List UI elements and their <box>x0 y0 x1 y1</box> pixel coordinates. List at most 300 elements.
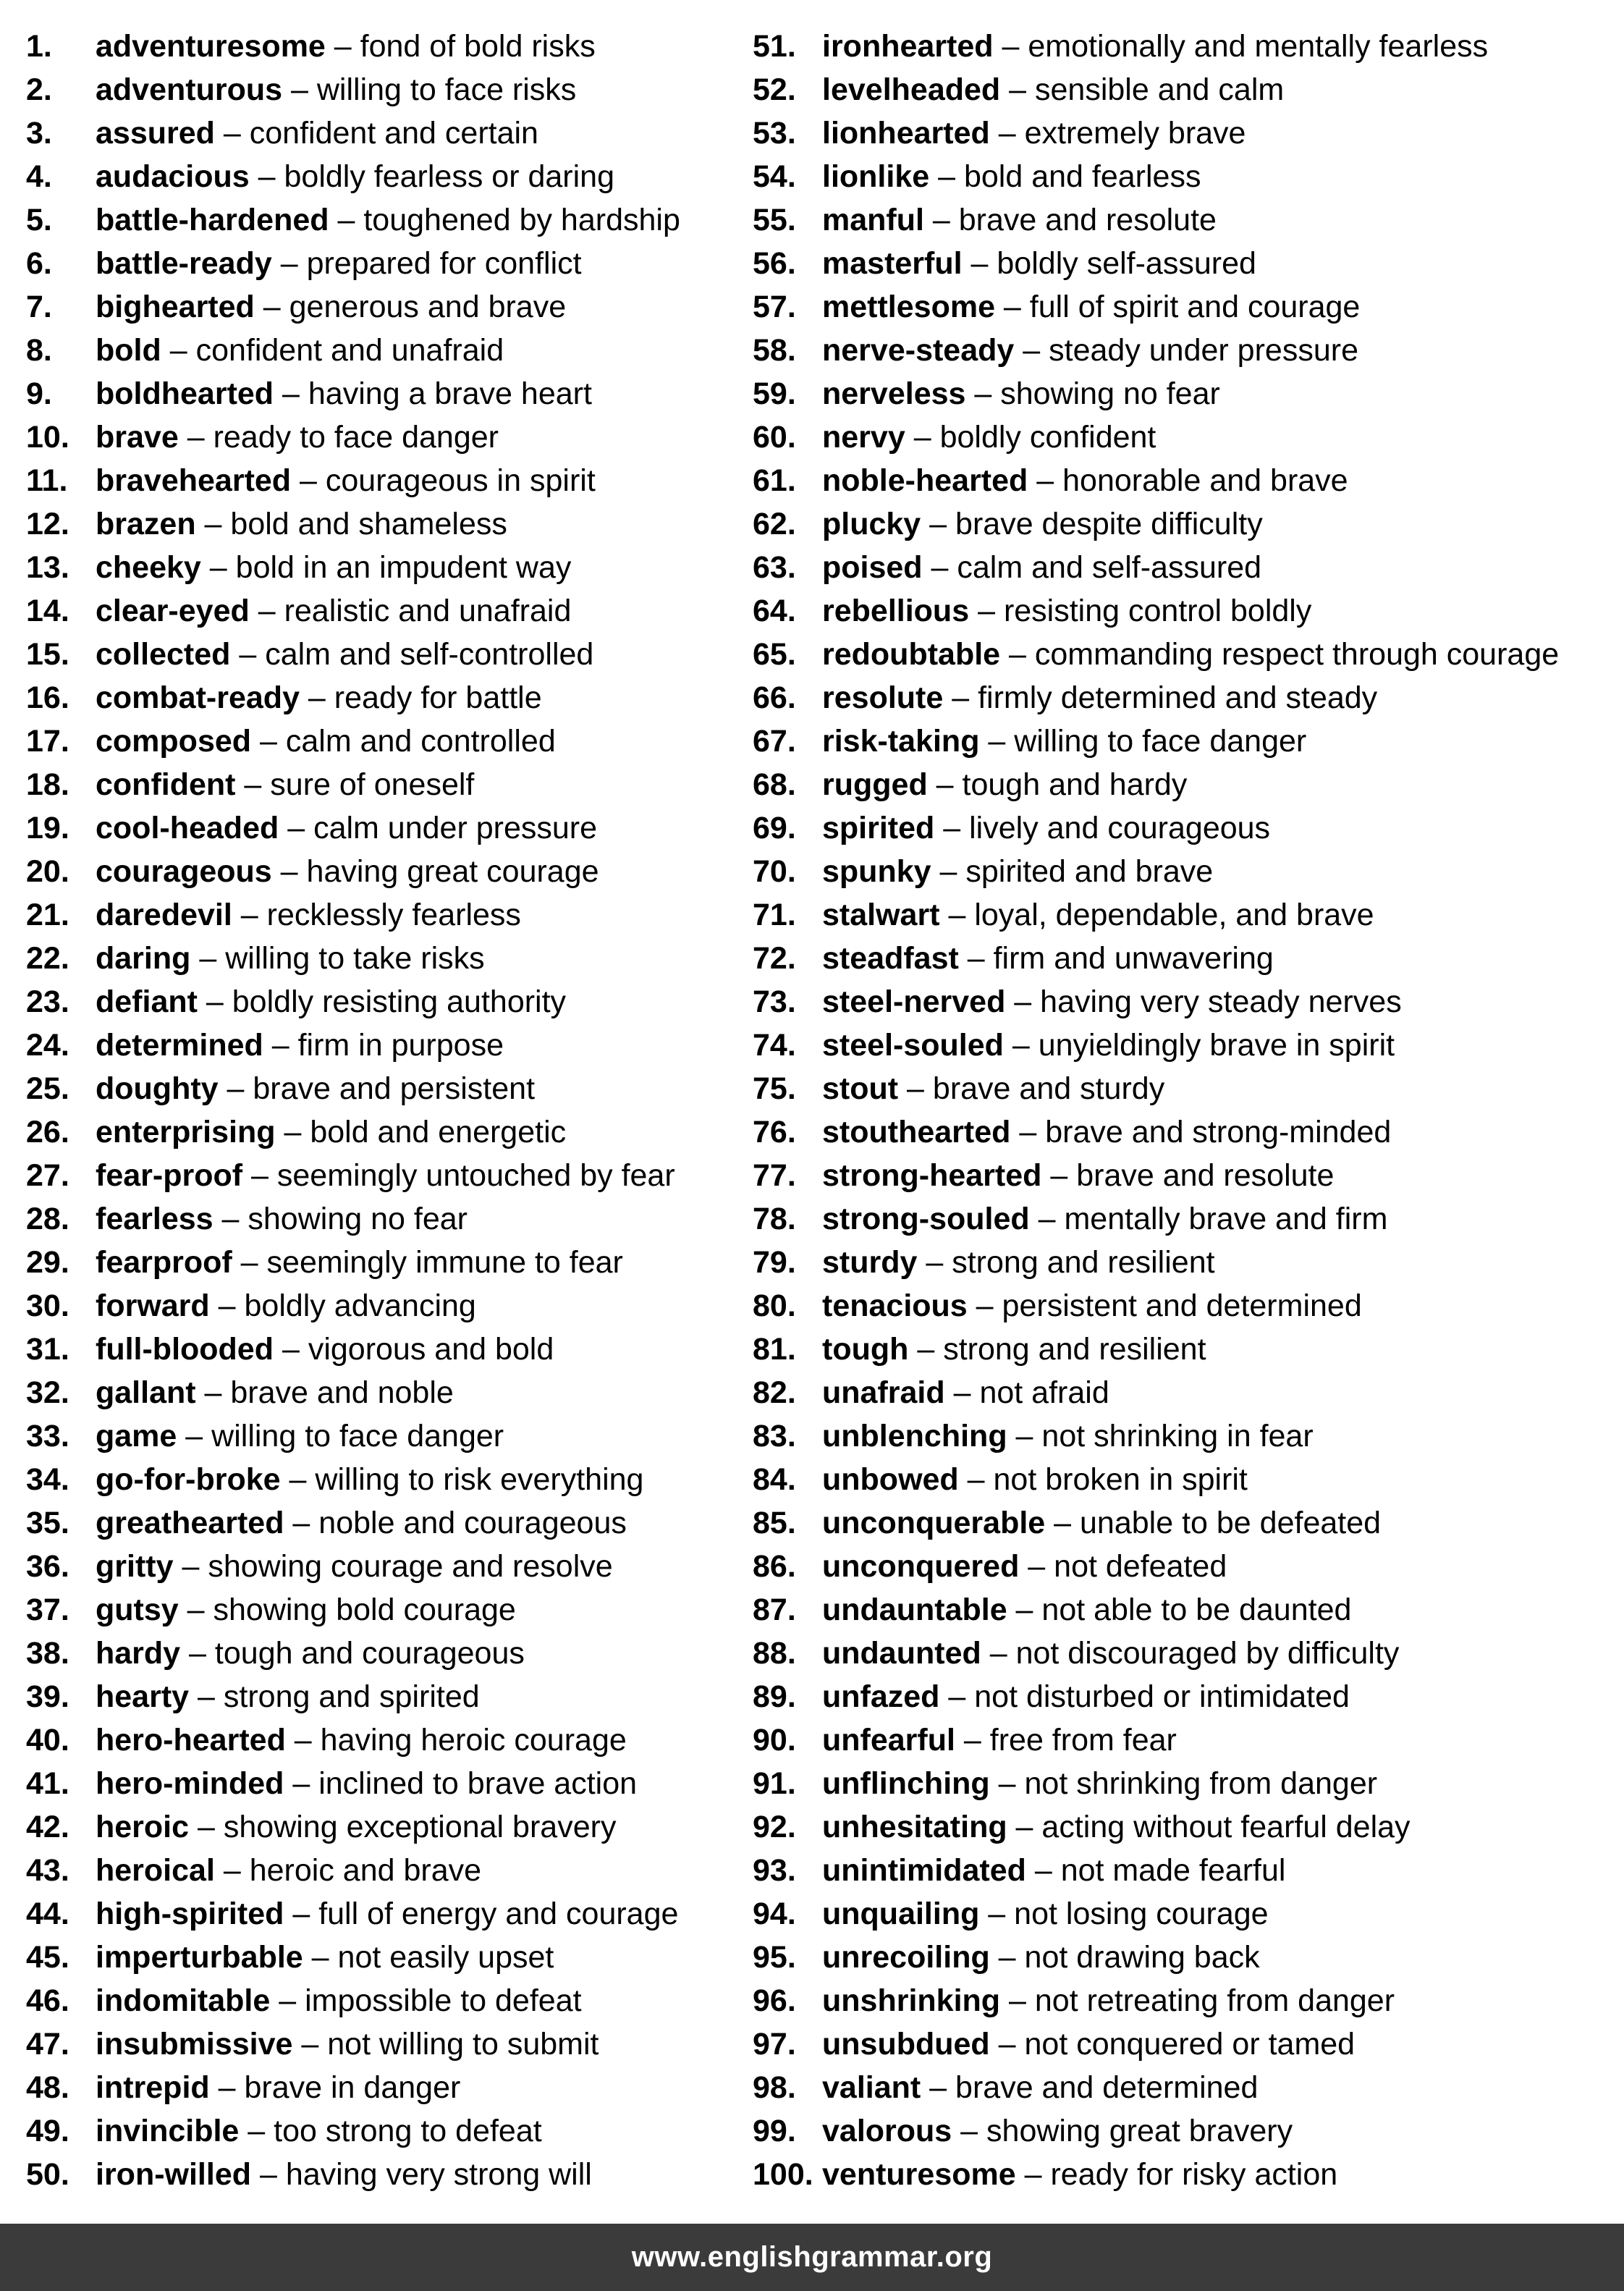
entry-term: full-blooded <box>96 1332 274 1367</box>
entry-definition: brave and sturdy <box>932 1071 1165 1106</box>
entry-definition: fond of bold risks <box>360 29 596 64</box>
entry-separator: – <box>905 420 940 455</box>
list-item <box>26 2066 743 2109</box>
entry-term: valorous <box>822 2114 952 2148</box>
list-item <box>753 2066 1614 2109</box>
entry-definition: showing no fear <box>248 1202 468 1236</box>
entry-separator: – <box>284 1506 319 1540</box>
word-list-right-column <box>753 25 1614 2196</box>
list-item <box>753 1588 1614 1632</box>
entry-number: 43. <box>26 1853 69 1888</box>
entry-number: 10. <box>26 420 69 455</box>
entry-term: determined <box>96 1028 263 1063</box>
entry-number: 61. <box>753 463 796 498</box>
list-item <box>753 242 1614 285</box>
entry-separator: – <box>921 507 956 541</box>
entry-number: 33. <box>26 1419 69 1454</box>
entry-definition: willing to face risks <box>316 72 577 107</box>
entry-definition: willing to risk everything <box>315 1462 644 1497</box>
entry-number: 45. <box>26 1940 69 1975</box>
list-item <box>753 111 1614 155</box>
entry-term: boldhearted <box>96 376 274 411</box>
list-item <box>753 763 1614 806</box>
entry-term: rugged <box>822 767 928 802</box>
entry-separator: – <box>989 1766 1025 1801</box>
list-item <box>26 1241 743 1284</box>
entry-definition: brave and strong-minded <box>1045 1115 1392 1149</box>
list-item <box>26 459 743 502</box>
entry-definition: firm and unwavering <box>993 941 1274 976</box>
list-item <box>26 1718 743 1762</box>
entry-number: 77. <box>753 1158 796 1193</box>
entry-separator: – <box>917 1245 952 1280</box>
entry-term: venturesome <box>822 2157 1016 2192</box>
entry-definition: brave in danger <box>244 2070 461 2105</box>
entry-definition: seemingly immune to fear <box>266 1245 623 1280</box>
entry-separator: – <box>989 1940 1025 1975</box>
entry-separator: – <box>962 246 997 281</box>
entry-definition: unyieldingly brave in spirit <box>1038 1028 1395 1063</box>
entry-number: 83. <box>753 1419 796 1454</box>
entry-term: steel-nerved <box>822 984 1006 1019</box>
entry-number: 95. <box>753 1940 796 1975</box>
entry-number: 55. <box>753 203 796 237</box>
entry-number: 79. <box>753 1245 796 1280</box>
entry-definition: boldly self-assured <box>997 246 1256 281</box>
entry-term: high-spirited <box>96 1896 284 1931</box>
list-item <box>26 1979 743 2022</box>
entry-number: 60. <box>753 420 796 455</box>
entry-separator: – <box>214 1853 250 1888</box>
entry-number: 11. <box>26 463 68 498</box>
entry-separator: – <box>969 594 1004 628</box>
list-item <box>753 1154 1614 1197</box>
list-item <box>753 1675 1614 1718</box>
list-item <box>26 2109 743 2153</box>
entry-separator: – <box>1041 1158 1077 1193</box>
list-item <box>753 1545 1614 1588</box>
list-item <box>753 1024 1614 1067</box>
entry-term: go-for-broke <box>96 1462 281 1497</box>
entry-separator: – <box>275 1115 310 1149</box>
entry-number: 86. <box>753 1549 796 1584</box>
list-item <box>753 1632 1614 1675</box>
entry-term: fearless <box>96 1202 213 1236</box>
entry-term: assured <box>96 116 215 151</box>
entry-term: bold <box>96 333 161 368</box>
entry-separator: – <box>177 1419 212 1454</box>
list-item <box>753 1371 1614 1414</box>
entry-definition: firmly determined and steady <box>978 680 1378 715</box>
list-item <box>26 1936 743 1979</box>
entry-term: fear-proof <box>96 1158 243 1193</box>
entry-term: noble-hearted <box>822 463 1028 498</box>
entry-separator: – <box>280 1462 316 1497</box>
entry-term: adventurous <box>96 72 283 107</box>
entry-term: defiant <box>96 984 198 1019</box>
list-item <box>26 68 743 111</box>
list-item <box>26 372 743 415</box>
entry-term: spirited <box>822 811 935 845</box>
entry-number: 56. <box>753 246 796 281</box>
entry-separator: – <box>994 290 1030 324</box>
entry-separator: – <box>274 376 308 411</box>
entry-number: 65. <box>753 637 796 672</box>
entry-definition: extremely brave <box>1024 116 1246 151</box>
entry-separator: – <box>292 2027 328 2062</box>
entry-term: battle-hardened <box>96 203 329 237</box>
entry-term: redoubtable <box>822 637 1001 672</box>
entry-term: insubmissive <box>96 2027 293 2062</box>
entry-separator: – <box>251 2157 286 2192</box>
entry-definition: recklessly fearless <box>266 898 521 932</box>
entry-term: daring <box>96 941 191 976</box>
entry-number: 15. <box>26 637 69 672</box>
list-item <box>26 676 743 720</box>
entry-number: 97. <box>753 2027 796 2062</box>
footer-bar <box>0 2224 1624 2291</box>
entry-separator: – <box>284 1896 319 1931</box>
list-item <box>26 1414 743 1458</box>
entry-term: brave <box>96 420 179 455</box>
list-item <box>753 1762 1614 1805</box>
list-item <box>26 1110 743 1154</box>
list-item <box>26 1458 743 1501</box>
list-item <box>753 1936 1614 1979</box>
entry-definition: showing bold courage <box>213 1592 516 1627</box>
entry-separator: – <box>180 1636 215 1671</box>
entry-number: 100. <box>753 2157 813 2192</box>
list-item <box>753 25 1614 68</box>
entry-separator: – <box>944 1375 980 1410</box>
entry-number: 73. <box>753 984 796 1019</box>
entry-number: 17. <box>26 724 69 759</box>
entry-term: strong-souled <box>822 1202 1030 1236</box>
entry-separator: – <box>1028 463 1063 498</box>
entry-separator: – <box>1025 1853 1061 1888</box>
entry-term: bighearted <box>96 290 255 324</box>
entry-definition: confident and unafraid <box>195 333 504 368</box>
entry-term: forward <box>96 1288 210 1323</box>
entry-definition: confident and certain <box>249 116 538 151</box>
entry-number: 87. <box>753 1592 796 1627</box>
footer-url[interactable]: www.englishgrammar.org <box>631 2241 993 2273</box>
list-item <box>753 2109 1614 2153</box>
entry-number: 88. <box>753 1636 796 1671</box>
entry-separator: – <box>979 1896 1015 1931</box>
entry-definition: having a brave heart <box>308 376 592 411</box>
entry-number: 52. <box>753 72 796 107</box>
entry-definition: willing to face danger <box>1014 724 1307 759</box>
entry-definition: unable to be defeated <box>1080 1506 1382 1540</box>
entry-number: 9. <box>26 376 52 411</box>
entry-separator: – <box>230 637 266 672</box>
entry-term: collected <box>96 637 231 672</box>
entry-number: 5. <box>26 203 52 237</box>
entry-term: mettlesome <box>822 290 995 324</box>
entry-definition: resisting control boldly <box>1003 594 1312 628</box>
entry-number: 67. <box>753 724 796 759</box>
entry-number: 51. <box>753 29 796 64</box>
entry-definition: sure of oneself <box>270 767 475 802</box>
entry-term: hero-minded <box>96 1766 284 1801</box>
entry-definition: not defeated <box>1054 1549 1227 1584</box>
entry-term: unquailing <box>822 1896 980 1931</box>
entry-number: 98. <box>753 2070 796 2105</box>
entry-separator: – <box>1010 1115 1046 1149</box>
list-item <box>26 1284 743 1328</box>
entry-term: steel-souled <box>822 1028 1004 1063</box>
entry-number: 76. <box>753 1115 796 1149</box>
entry-separator: – <box>239 2114 274 2148</box>
entry-definition: strong and resilient <box>943 1332 1206 1367</box>
entry-separator: – <box>993 29 1028 64</box>
entry-number: 36. <box>26 1549 69 1584</box>
entry-definition: boldly confident <box>939 420 1156 455</box>
entry-separator: – <box>279 811 314 845</box>
entry-separator: – <box>173 1549 208 1584</box>
entry-term: stout <box>822 1071 899 1106</box>
list-item <box>26 589 743 633</box>
entry-term: unflinching <box>822 1766 990 1801</box>
entry-definition: bold and fearless <box>963 159 1201 194</box>
entry-separator: – <box>943 680 978 715</box>
entry-definition: brave and resolute <box>1076 1158 1335 1193</box>
list-item <box>26 763 743 806</box>
entry-definition: boldly advancing <box>244 1288 476 1323</box>
entry-definition: not retreating from danger <box>1034 1983 1395 2018</box>
entry-number: 68. <box>753 767 796 802</box>
list-item <box>26 111 743 155</box>
entry-number: 8. <box>26 333 52 368</box>
entry-number: 57. <box>753 290 796 324</box>
list-item <box>753 850 1614 893</box>
entry-term: spunky <box>822 854 931 889</box>
entry-definition: ready for risky action <box>1050 2157 1338 2192</box>
entry-term: stouthearted <box>822 1115 1011 1149</box>
entry-term: valiant <box>822 2070 921 2105</box>
entry-separator: – <box>303 1940 338 1975</box>
entry-term: hearty <box>96 1679 190 1714</box>
entry-number: 26. <box>26 1115 69 1149</box>
entry-definition: emotionally and mentally fearless <box>1028 29 1489 64</box>
entry-separator: – <box>1015 2157 1051 2192</box>
entry-term: clear-eyed <box>96 594 250 628</box>
list-item <box>753 372 1614 415</box>
list-item <box>753 1284 1614 1328</box>
entry-separator: – <box>979 724 1015 759</box>
entry-definition: courageous in spirit <box>325 463 596 498</box>
entry-definition: bold and shameless <box>230 507 507 541</box>
entry-number: 19. <box>26 811 69 845</box>
entry-separator: – <box>955 1723 990 1758</box>
entry-term: unfazed <box>822 1679 940 1714</box>
list-item <box>753 1805 1614 1849</box>
list-item <box>26 155 743 198</box>
entry-definition: ready for battle <box>334 680 542 715</box>
entry-separator: – <box>1003 1028 1039 1063</box>
list-item <box>26 25 743 68</box>
list-item <box>26 1328 743 1371</box>
entry-number: 32. <box>26 1375 69 1410</box>
entry-separator: – <box>249 594 284 628</box>
entry-number: 44. <box>26 1896 69 1931</box>
entry-definition: heroic and brave <box>249 1853 482 1888</box>
entry-term: game <box>96 1419 177 1454</box>
entry-definition: too strong to defeat <box>274 2114 542 2148</box>
entry-term: doughty <box>96 1071 219 1106</box>
entry-separator: – <box>282 72 317 107</box>
entry-separator: – <box>178 420 213 455</box>
entry-term: tough <box>822 1332 909 1367</box>
entry-definition: toughened by hardship <box>363 203 680 237</box>
entry-term: ironhearted <box>822 29 994 64</box>
entry-number: 39. <box>26 1679 69 1714</box>
entry-term: unrecoiling <box>822 1940 990 1975</box>
list-item <box>26 2153 743 2196</box>
entry-number: 96. <box>753 1983 796 2018</box>
entry-number: 49. <box>26 2114 69 2148</box>
list-item <box>753 1892 1614 1936</box>
entry-number: 50. <box>26 2157 69 2192</box>
entry-number: 54. <box>753 159 796 194</box>
list-item <box>26 415 743 459</box>
list-item <box>26 1892 743 1936</box>
entry-definition: strong and resilient <box>952 1245 1215 1280</box>
entry-number: 27. <box>26 1158 69 1193</box>
entry-term: unfearful <box>822 1723 955 1758</box>
entry-separator: – <box>1000 1983 1035 2018</box>
list-item <box>26 720 743 763</box>
entry-term: hardy <box>96 1636 181 1671</box>
entry-number: 93. <box>753 1853 796 1888</box>
entry-number: 28. <box>26 1202 69 1236</box>
entry-number: 24. <box>26 1028 69 1063</box>
entry-term: gritty <box>96 1549 174 1584</box>
entry-number: 35. <box>26 1506 69 1540</box>
entry-separator: – <box>931 854 966 889</box>
list-item <box>26 1371 743 1414</box>
word-list-left-column <box>26 25 743 2196</box>
entry-definition: not losing courage <box>1014 1896 1269 1931</box>
entry-definition: calm and self-controlled <box>265 637 594 672</box>
entry-term: confident <box>96 767 236 802</box>
entry-definition: full of energy and courage <box>318 1896 679 1931</box>
entry-definition: noble and courageous <box>318 1506 627 1540</box>
list-item <box>26 1849 743 1892</box>
entry-term: indomitable <box>96 1983 271 2018</box>
entry-definition: free from fear <box>989 1723 1177 1758</box>
entry-separator: – <box>195 507 231 541</box>
entry-definition: willing to take risks <box>225 941 485 976</box>
entry-term: unblenching <box>822 1419 1007 1454</box>
list-item <box>753 1241 1614 1284</box>
entry-separator: – <box>1005 984 1041 1019</box>
entry-definition: boldly fearless or daring <box>284 159 615 194</box>
entry-term: imperturbable <box>96 1940 303 1975</box>
entry-definition: not made fearful <box>1060 1853 1286 1888</box>
entry-term: hero-hearted <box>96 1723 286 1758</box>
entry-definition: tough and hardy <box>962 767 1188 802</box>
list-item <box>26 980 743 1024</box>
entry-term: cheeky <box>96 550 201 585</box>
entry-number: 42. <box>26 1810 69 1844</box>
entry-definition: having great courage <box>306 854 599 889</box>
entry-number: 94. <box>753 1896 796 1931</box>
list-item <box>26 546 743 589</box>
list-item <box>26 1805 743 1849</box>
list-item <box>26 1154 743 1197</box>
entry-number: 25. <box>26 1071 69 1106</box>
entry-definition: not disturbed or intimidated <box>974 1679 1350 1714</box>
entry-separator: – <box>1007 1592 1042 1627</box>
entry-term: heroic <box>96 1810 190 1844</box>
entry-term: resolute <box>822 680 944 715</box>
entry-number: 53. <box>753 116 796 151</box>
entry-definition: persistent and determined <box>1002 1288 1362 1323</box>
entry-separator: – <box>242 1158 277 1193</box>
entry-number: 31. <box>26 1332 69 1367</box>
entry-term: unbowed <box>822 1462 959 1497</box>
entry-separator: – <box>929 159 964 194</box>
entry-number: 12. <box>26 507 69 541</box>
list-item <box>753 2153 1614 2196</box>
entry-number: 62. <box>753 507 796 541</box>
entry-term: stalwart <box>822 898 940 932</box>
entry-term: iron-willed <box>96 2157 251 2192</box>
list-item <box>26 2022 743 2066</box>
entry-definition: boldly resisting authority <box>232 984 567 1019</box>
entry-definition: steady under pressure <box>1049 333 1358 368</box>
entry-separator: – <box>195 1375 231 1410</box>
entry-separator: – <box>251 724 286 759</box>
entry-definition: showing no fear <box>1000 376 1220 411</box>
entry-separator: – <box>178 1592 213 1627</box>
entry-separator: – <box>922 550 957 585</box>
entry-separator: – <box>958 1462 994 1497</box>
entry-term: strong-hearted <box>822 1158 1042 1193</box>
entry-separator: – <box>271 246 307 281</box>
entry-definition: not broken in spirit <box>993 1462 1248 1497</box>
list-item <box>26 850 743 893</box>
list-item <box>753 285 1614 329</box>
entry-term: intrepid <box>96 2070 210 2105</box>
entry-definition: full of spirit and courage <box>1029 290 1361 324</box>
entry-definition: mentally brave and firm <box>1064 1202 1388 1236</box>
entry-separator: – <box>1000 72 1035 107</box>
entry-definition: generous and brave <box>289 290 567 324</box>
entry-definition: brave despite difficulty <box>955 507 1263 541</box>
entry-definition: impossible to defeat <box>305 1983 582 2018</box>
entry-number: 80. <box>753 1288 796 1323</box>
entry-number: 38. <box>26 1636 69 1671</box>
entry-term: adventuresome <box>96 29 326 64</box>
entry-number: 92. <box>753 1810 796 1844</box>
entry-number: 30. <box>26 1288 69 1323</box>
list-item <box>26 329 743 372</box>
entry-separator: – <box>939 898 975 932</box>
entry-definition: showing exceptional bravery <box>223 1810 617 1844</box>
entry-definition: sensible and calm <box>1035 72 1285 107</box>
entry-number: 2. <box>26 72 52 107</box>
entry-definition: not easily upset <box>337 1940 554 1975</box>
entry-separator: – <box>1014 333 1049 368</box>
list-item <box>753 676 1614 720</box>
list-item <box>753 415 1614 459</box>
list-item <box>753 329 1614 372</box>
entry-definition: bold in an impudent way <box>235 550 572 585</box>
entry-number: 99. <box>753 2114 796 2148</box>
